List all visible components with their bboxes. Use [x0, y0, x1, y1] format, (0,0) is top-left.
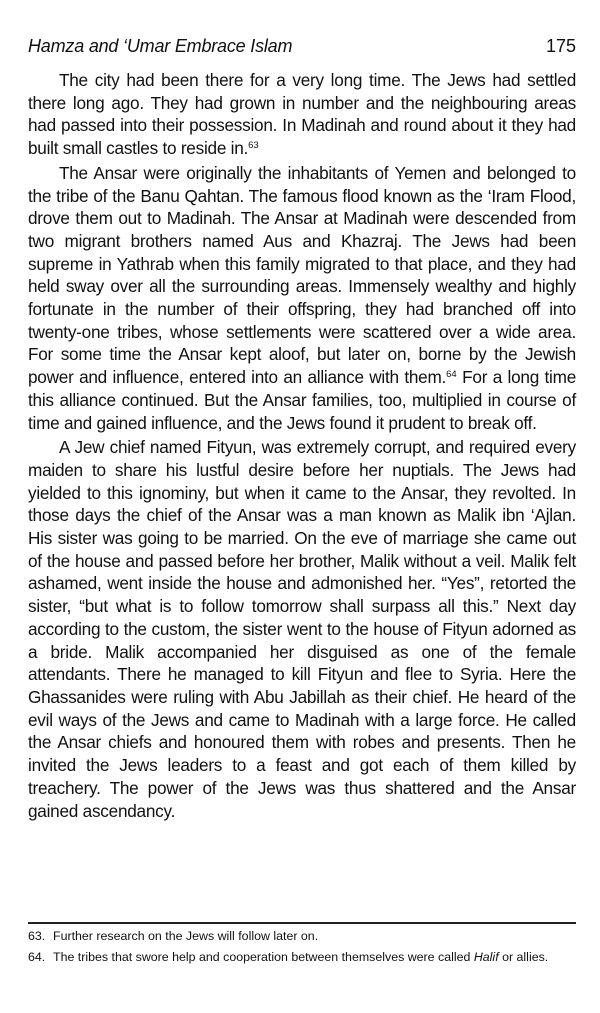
body-paragraph	[28, 436, 576, 822]
paragraph-text-continuation: For a long time this alliance continued. But the Ansar families, too, multiplied in course of time and gained influence, and the Jews found it prudent to break off.	[28, 367, 577, 433]
footnote-divider	[28, 922, 576, 924]
footnote	[28, 949, 576, 966]
page-number: 175	[545, 36, 576, 56]
footnote-text: The tribes that swore help and cooperation between themselves were called	[53, 950, 474, 964]
running-head	[28, 36, 576, 60]
running-title: Hamza and ‘Umar Embrace Islam	[28, 36, 293, 56]
footnote	[28, 928, 576, 945]
paragraph-text: The Ansar were originally the inhabitants of Yemen and belonged to the tribe of the Banu Qahtan. The famous flood known as the ‘Iram Flood, drove them out to Madinah. The Ansar at Madinah were descended from two migrant brothers named Aus and Khazraj. The Jews had been supreme in Yathrab when this family migrated to that place, and they had held sway over all the surrounding areas. Immensely wealthy and highly fortunate in the number of their offspring, they had branched off into twenty-one tribes, whose settlements were scattered over a wide area. For some time the Ansar kept aloof, but later on, borne by the Jewish power and influence, entered into an alliance with them.	[28, 162, 576, 388]
paragraph-text: A Jew chief named Fityun, was extremely corrupt, and required every maiden to share his lustful desire before her nuptials. The Jews had yielded to this ignominy, but when it came to the Ansar, they revolted. In those days the chief of the Ansar was a man known as Malik ibn ‘Ajlan. His sister was going to be married. On the eve of marriage she came out of the house and passed before her brother, Malik without a veil. Malik felt ashamed, went inside the house and admonished her. “Yes”, retorted the sister, “but what is to follow tomorrow shall surpass all this.” Next day according to the custom, the sister went to the house of Fityun adorned as a bride. Malik accompanied her disguised as one of the female attendants. There he managed to kill Fityun and flee to Syria. Here the Ghassanides were ruling with Abu Jabillah as their chief. He heard of the evil ways of the Jews and came to Madinah with a large force. He called the Ansar chiefs and honoured them with robes and presents. Then he invited the Jews leaders to a feast and got each of them killed by treachery. The power of the Jews was thus shattered and the Ansar gained ascendancy.	[28, 437, 576, 821]
footnote-text: Further research on the Jews will follow later on.	[53, 929, 319, 943]
body-text	[28, 69, 576, 822]
footnote-reference: 63	[248, 140, 259, 152]
footnote-reference: 64	[446, 369, 457, 381]
body-paragraph	[28, 162, 576, 434]
footnote-number: 63.	[28, 929, 46, 943]
footnotes	[28, 928, 576, 970]
body-paragraph	[28, 69, 576, 160]
footnote-text-continuation: or allies.	[498, 950, 549, 964]
footnote-italic-term: Halif	[473, 950, 499, 964]
footnote-number: 64.	[28, 950, 46, 964]
paragraph-text: The city had been there for a very long time. The Jews had settled there long ago. They had grown in number and the neighbouring areas had passed into their possession. In Madinah and round about it they had built small castles to reside in.	[28, 70, 576, 159]
